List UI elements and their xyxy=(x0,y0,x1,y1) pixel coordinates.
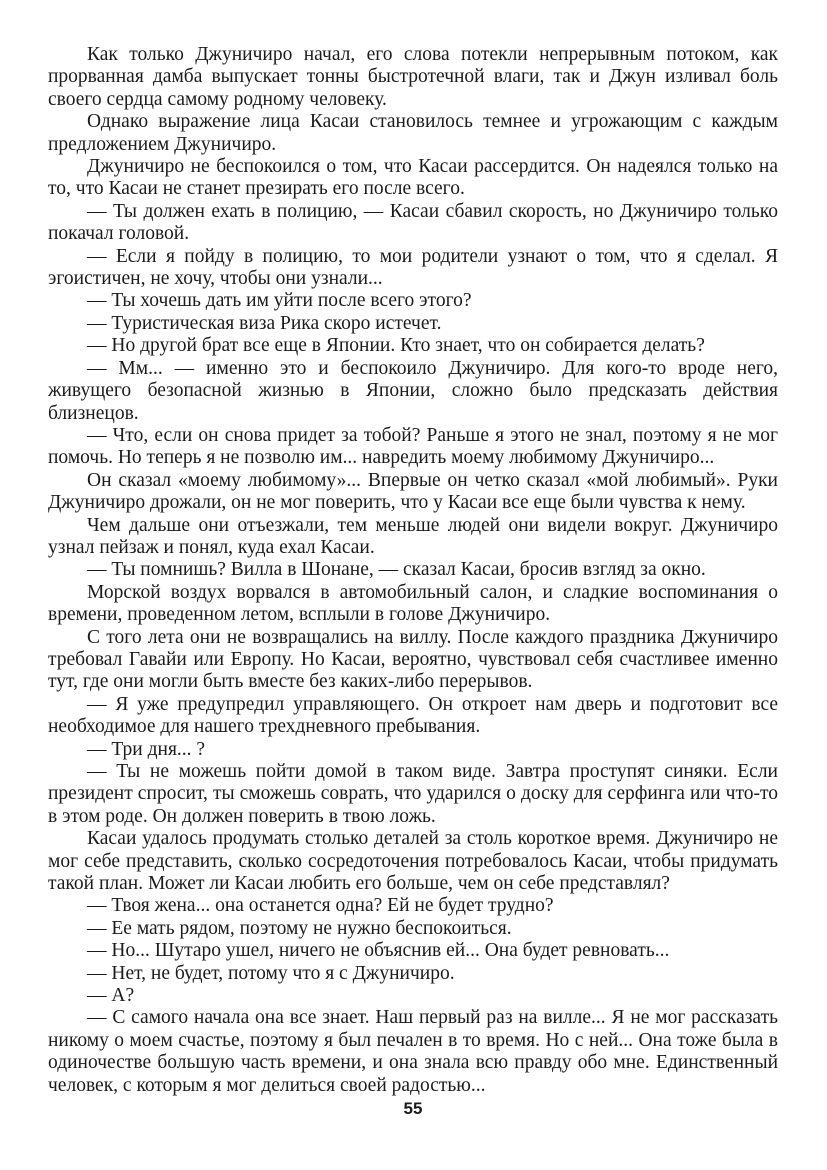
paragraph: — Ее мать рядом, поэтому не нужно беспокоиться. xyxy=(87,917,512,939)
page-number: 55 xyxy=(403,1099,423,1119)
paragraph: — Туристическая виза Рика скоро истечет. xyxy=(87,312,442,334)
paragraph: — А? xyxy=(87,985,135,1007)
paragraph: Он сказал «моему любимому»... Впервые он четко сказал «мой любимый». Руки Джуничиро дрожали, он не мог поверить, что у Касаи все еще были чувства к нему. xyxy=(48,469,778,514)
paragraph: — Ты помнишь? Вилла в Шонане, — сказал Касаи, бросив взгляд за окно. xyxy=(87,559,706,581)
paragraph: Морской воздух ворвался в автомобильный салон, и сладкие воспоминания о времени, проведенном летом, всплыли в голове Джуничиро. xyxy=(48,581,778,626)
paragraph: — Если я пойду в полицию, то мои родители узнают о том, что я сделал. Я эгоистичен, не хочу, чтобы они узнали... xyxy=(48,245,778,290)
paragraph: — Но... Шутаро ушел, ничего не объяснив ей... Она будет ревновать... xyxy=(87,940,670,962)
paragraph: — Три дня... ? xyxy=(87,738,206,760)
paragraph: Касаи удалось продумать столько деталей за столь короткое время. Джуничиро не мог себе представить, сколько сосредоточения потребовалось Касаи, чтобы придумать такой план. Может ли Касаи любить его больше, чем он себе представлял? xyxy=(48,828,778,895)
paragraph: — Ты должен ехать в полицию, — Касаи сбавил скорость, но Джуничиро только покачал головой. xyxy=(48,200,778,245)
paragraph: — Ты хочешь дать им уйти после всего этого? xyxy=(87,290,472,312)
paragraph: Джуничиро не беспокоился о том, что Касаи рассердится. Он надеялся только на то, что Касаи не станет презирать его после всего. xyxy=(48,156,778,200)
paragraph: — Мм... — именно это и беспокоило Джуничиро. Для кого-то вроде него, живущего безопасной жизнью в Японии, сложно было предсказать действия близнецов. xyxy=(48,357,778,424)
paragraph: — Я уже предупредил управляющего. Он откроет нам дверь и подготовит все необходимое для нашего трехдневного пребывания. xyxy=(48,693,778,738)
paragraph: — Ты не можешь пойти домой в таком виде. Завтра проступят синяки. Если президент спросит, ты сможешь соврать, что ударился о доску для серфинга или что-то в этом роде. Он должен поверить в твою ложь. xyxy=(48,761,778,827)
paragraph: — Нет, не будет, потому что я с Джуничиро. xyxy=(87,962,455,984)
paragraph: — С самого начала она все знает. Наш первый раз на вилле... Я не мог рассказать никому о моем счастье, поэтому я был печален в то время. Но с ней... Она тоже была в одиночестве большую часть времени, и она знала всю правду обо мне. Единственный человек, с которым я мог делиться своей радостью... xyxy=(48,1007,778,1096)
text-block xyxy=(48,44,778,1097)
paragraph: С того лета они не возвращались на виллу. После каждого праздника Джуничиро требовал Гавайи или Европу. Но Касаи, вероятно, чувствовал себя счастливее именно тут, где они могли быть вместе без каких-либо перерывов. xyxy=(48,626,778,693)
paragraph: — Твоя жена... она останется одна? Ей не будет трудно? xyxy=(87,895,554,917)
paragraph: — Что, если он снова придет за тобой? Раньше я этого не знал, поэтому я не мог помочь. Но теперь я не позволю им... навредить моему любимому Джуничиро... xyxy=(48,424,778,469)
paragraph: Однако выражение лица Касаи становилось темнее и угрожающим с каждым предложением Джуничиро. xyxy=(48,111,778,155)
paragraph: Чем дальше они отъезжали, тем меньше людей они видели вокруг. Джуничиро узнал пейзаж и понял, куда ехал Касаи. xyxy=(48,514,778,558)
paragraph: — Но другой брат все еще в Японии. Кто знает, что он собирается делать? xyxy=(87,335,705,357)
paragraph: Как только Джуничиро начал, его слова потекли непрерывным потоком, как прорванная дамба выпускает тонны быстротечной влаги, так и Джун изливал боль своего сердца самому родному человеку. xyxy=(48,44,778,110)
